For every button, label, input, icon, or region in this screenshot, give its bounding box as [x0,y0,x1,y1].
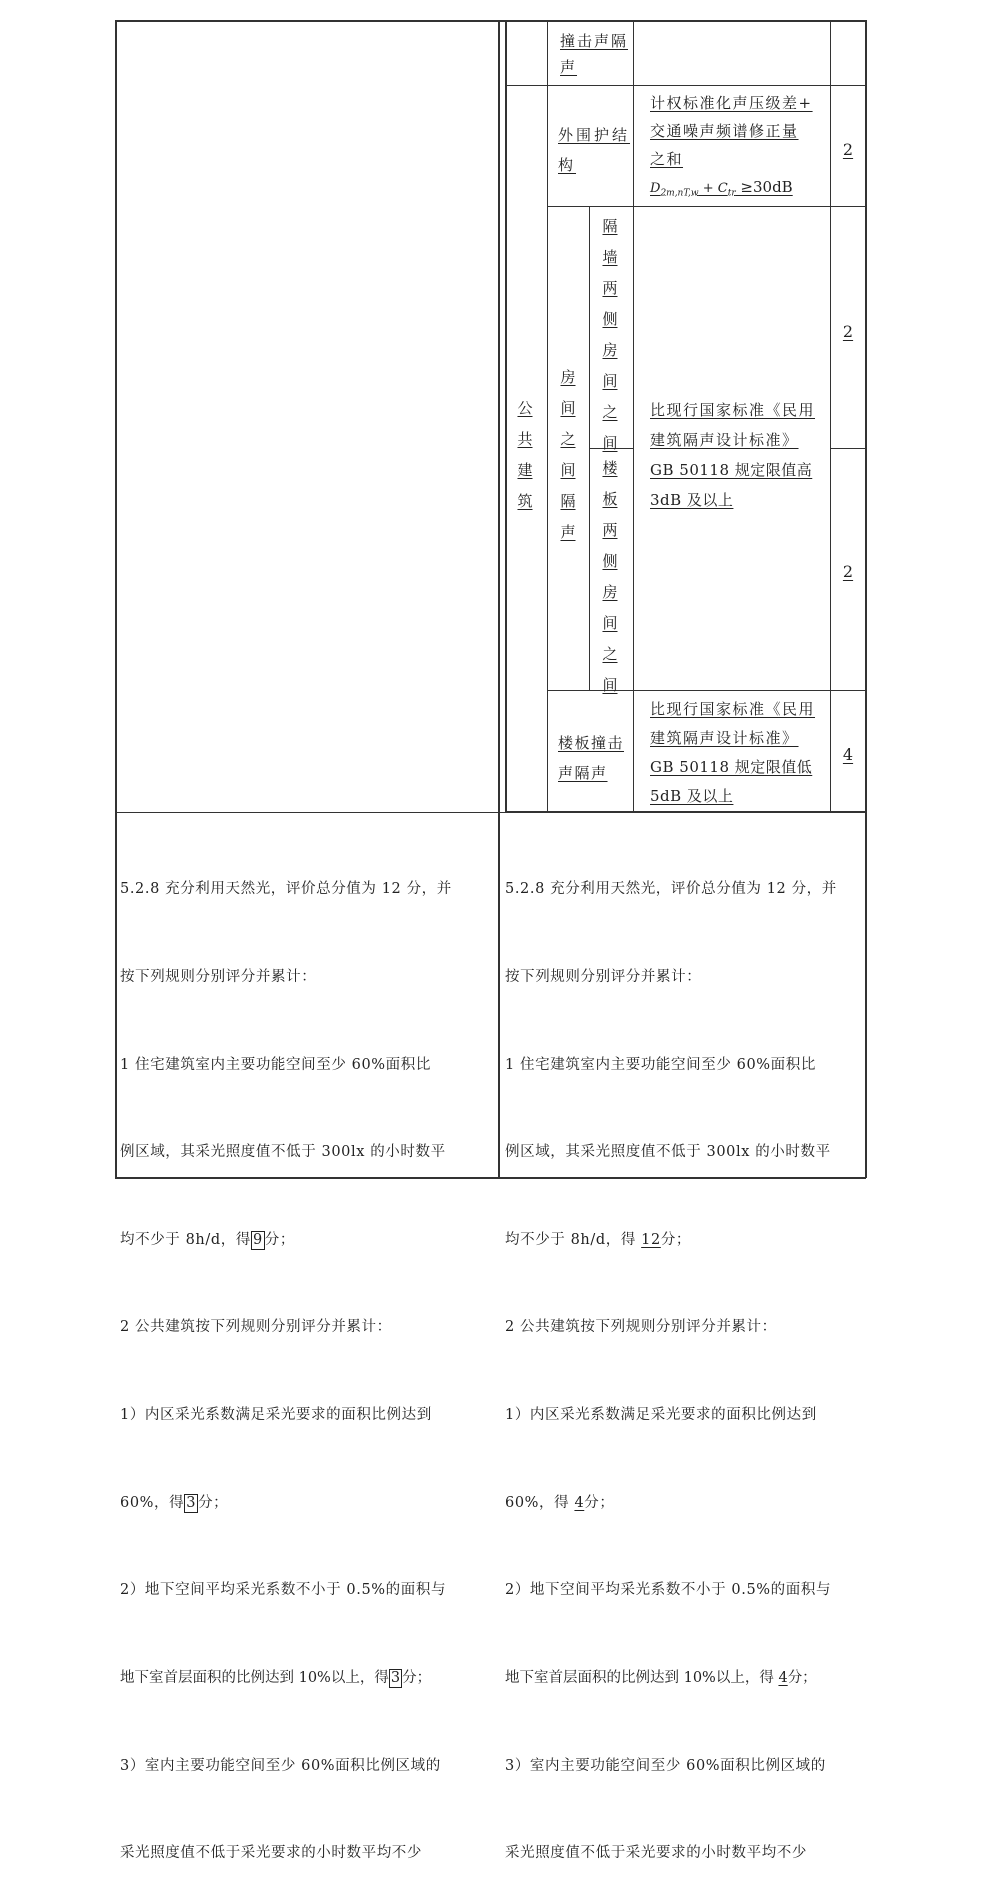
section-528-right [505,817,863,1898]
outer-border-right [865,20,867,1178]
left-score-residential: 9 [252,1231,263,1248]
standard-req-line-2: 建筑隔声设计标准》 [650,431,799,449]
right-line-1: 5.2.8 充分利用天然光，评价总分值为 12 分，并 [505,881,837,898]
wall-sides-label: 隔 墙 两 侧 房 间 之 间 [602,217,618,452]
column-divider [498,20,500,1178]
envelope-item: 外围护结构 [558,126,631,174]
floor-sides-score: 2 [842,562,854,581]
left-line-10: 地下室首层面积的比例达到 10%以上，得 3 分； [120,1669,432,1686]
envelope-requirement [650,89,828,208]
right-line-7: 1）内区采光系数满足采光要求的面积比例达到 [505,1407,817,1424]
public-building-label: 公 共 建 筑 [517,399,533,510]
right-line-9: 2）地下空间平均采光系数不小于 0.5%的面积与 [505,1582,832,1599]
right-line-12: 采光照度值不低于采光要求的小时数平均不少 [505,1845,807,1862]
right-score-inner-zone: 4 [574,1494,585,1511]
inner-vline-category [547,20,548,812]
standard-req-line-3: GB 50118 规定限值高 [650,461,813,479]
section-divider [115,812,866,813]
envelope-formula: $D_{2m,nT,w} + C_{tr} \ge 30dB$ [650,178,793,199]
envelope-score: 2 [842,140,854,159]
right-line-11: 3）室内主要功能空间至少 60%面积比例区域的 [505,1757,826,1774]
between-rooms-label: 房 间 之 间 隔 声 [560,368,576,541]
left-line-12: 采光照度值不低于采光要求的小时数平均不少 [120,1845,422,1862]
right-line-4: 例区域，其采光照度值不低于 300lx 的小时数平 [505,1144,831,1161]
left-line-8: 60%，得 3 分； [120,1494,229,1511]
outer-border-top [115,20,866,22]
floor-impact-requirement: 比现行国家标准《民用 建筑隔声设计标准》 GB 50118 规定限值低 5dB 及以上 [650,700,816,805]
envelope-req-line-3: 之和 [650,150,684,168]
inner-vline-score [830,20,831,812]
left-line-6: 2 公共建筑按下列规则分别评分并累计： [120,1319,392,1336]
right-line-2: 按下列规则分别评分并累计： [505,969,702,986]
envelope-req-line-2: 交通噪声频谱修正量 [650,122,799,140]
left-line-7: 1）内区采光系数满足采光要求的面积比例达到 [120,1407,432,1424]
floor-impact-score: 4 [842,745,854,764]
inner-hline-3b [830,448,866,449]
left-line-2: 按下列规则分别评分并累计： [120,969,317,986]
left-line-4: 例区域，其采光照度值不低于 300lx 的小时数平 [120,1144,446,1161]
envelope-req-line-1: 计权标准化声压级差+ [650,94,813,112]
left-line-5: 均不少于 8h/d，得 9 分； [120,1231,295,1248]
inner-vline-item [633,20,634,812]
wall-sides-score: 2 [842,322,854,341]
standard-requirement [650,395,828,515]
section-528-left [120,817,496,1898]
standard-req-line-1: 比现行国家标准《民用 [650,401,816,419]
left-line-1: 5.2.8 充分利用天然光，评价总分值为 12 分，并 [120,881,452,898]
right-line-10: 地下室首层面积的比例达到 10%以上，得 4分； [505,1669,817,1686]
floor-sides-label: 楼 板 两 侧 房 间 之 间 [602,459,618,694]
left-score-inner-zone: 3 [186,1494,197,1511]
left-line-3: 1 住宅建筑室内主要功能空间至少 60%面积比 [120,1056,431,1073]
inner-table-left [505,20,507,812]
right-line-5: 均不少于 8h/d，得 12分； [505,1231,692,1248]
left-line-11: 3）室内主要功能空间至少 60%面积比例区域的 [120,1757,441,1774]
right-line-8: 60%，得 4分； [505,1494,615,1511]
inner-hline-1 [505,85,866,86]
left-score-underground: 3 [390,1669,401,1686]
standard-req-line-4: 3dB 及以上 [650,491,734,509]
right-score-residential: 12 [641,1231,661,1248]
left-line-9: 2）地下空间平均采光系数不小于 0.5%的面积与 [120,1582,447,1599]
right-score-underground: 4 [778,1669,788,1686]
inner-hline-4 [547,690,866,691]
outer-border-left [115,20,117,1178]
floor-impact-item: 楼板撞击 声隔声 [558,734,625,782]
right-line-3: 1 住宅建筑室内主要功能空间至少 60%面积比 [505,1056,816,1073]
right-line-6: 2 公共建筑按下列规则分别评分并累计： [505,1319,777,1336]
impact-sound-item: 撞击声隔声 [560,32,629,76]
